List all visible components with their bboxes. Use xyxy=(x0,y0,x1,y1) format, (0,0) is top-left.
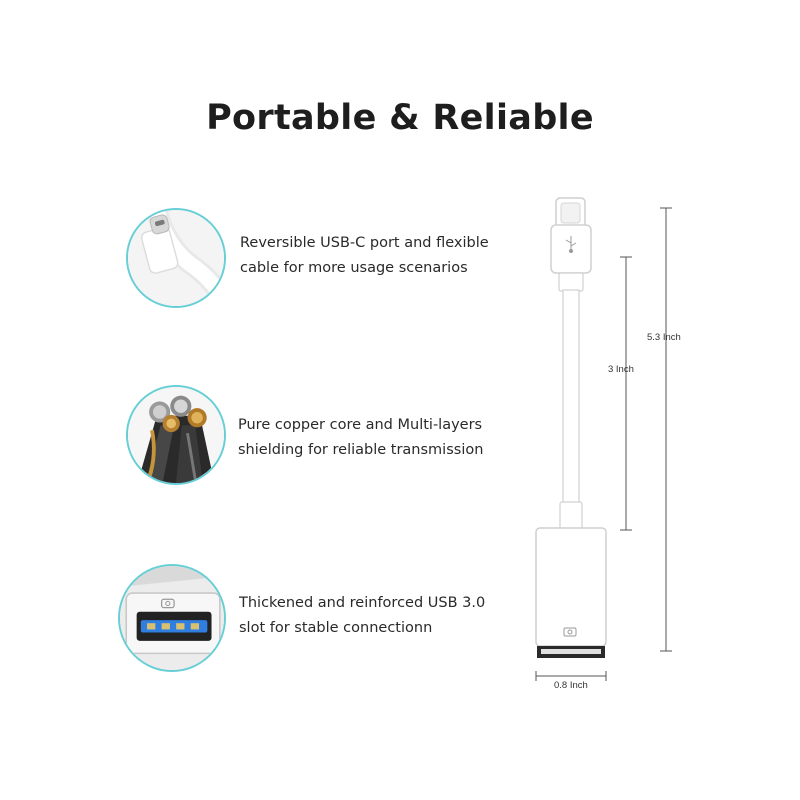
feature-2-line-2: shielding for reliable transmission xyxy=(238,442,484,458)
feature-text-2 xyxy=(238,413,528,463)
usb-c-tip xyxy=(556,198,585,228)
feature-text-1 xyxy=(240,231,530,281)
width-label: 0.8 Inch xyxy=(554,680,588,691)
page-title: Portable & Reliable xyxy=(206,98,594,138)
cable-length-label: 3 Inch xyxy=(608,364,634,375)
dimension-line-total xyxy=(660,208,672,651)
total-length-label: 5.3 Inch xyxy=(647,332,681,343)
feature-1-line-2: cable for more usage scenarios xyxy=(240,260,468,276)
usb-a-housing xyxy=(536,528,606,646)
dimension-line-cable xyxy=(620,257,632,530)
feature-text-3 xyxy=(239,591,529,641)
usb-port-icon xyxy=(118,564,226,672)
usb-c-housing xyxy=(551,225,591,273)
feature-1-line-1: Reversible USB-C port and flexible xyxy=(240,235,489,251)
camera-icon xyxy=(564,628,576,636)
usb-a-opening xyxy=(537,646,605,658)
usb-symbol-icon xyxy=(566,236,576,253)
copper-core-icon xyxy=(126,385,226,485)
usb-c-cable-icon xyxy=(126,208,226,308)
cable xyxy=(563,290,579,504)
feature-3-line-1: Thickened and reinforced USB 3.0 xyxy=(239,595,486,611)
feature-3-line-2: slot for stable connectionn xyxy=(239,620,433,636)
feature-2-line-1: Pure copper core and Multi-layers xyxy=(238,417,483,433)
